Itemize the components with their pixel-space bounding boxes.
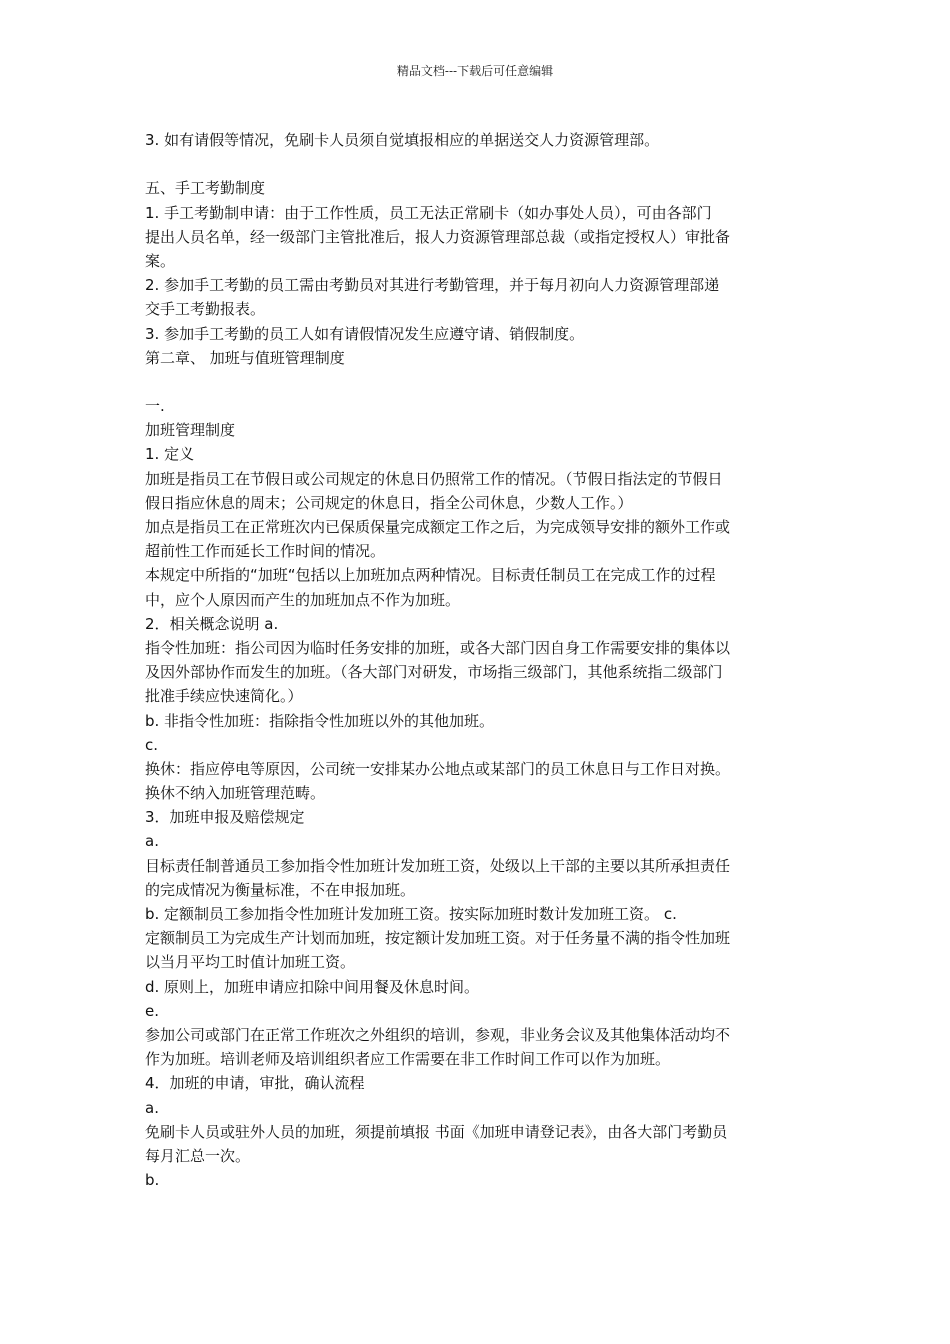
text-line: 案。 <box>145 251 176 270</box>
blank-line <box>145 370 813 394</box>
text-line: 3．加班申报及赔偿规定 <box>145 808 305 827</box>
text-line: 中，应个人原因而产生的加班加点不作为加班。 <box>145 590 461 609</box>
text-line: 2. 参加手工考勤的员工需由考勤员对其进行考勤管理，并于每月初向人力资源管理部递 <box>145 276 720 295</box>
text-line: 超前性工作而延长工作时间的情况。 <box>145 542 386 561</box>
text-line: e. <box>145 1001 159 1020</box>
text-line: 4．加班的申请，审批，确认流程 <box>145 1074 365 1093</box>
text-line: 交手工考勤报表。 <box>145 300 266 319</box>
text-line: 加点是指员工在正常班次内已保质保量完成额定工作之后，为完成领导安排的额外工作或 <box>145 518 731 536</box>
text-line: 及因外部协作而发生的加班。（各大部门对研发，市场指三级部门，其他系统指二级部门 <box>145 663 723 682</box>
text-line: 批准手续应快速简化。） <box>145 687 303 706</box>
text-line: a. <box>145 832 159 851</box>
text-line: 加班是指员工在节假日或公司规定的休息日仍照常工作的情况。（节假日指法定的节假日 <box>145 469 723 488</box>
text-line: 指令性加班：指公司因为临时任务安排的加班，或各大部门因自身工作需要安排的集体以 <box>145 638 731 657</box>
text-line: b. 非指令性加班：指除指令性加班以外的其他加班。 <box>145 711 495 730</box>
text-line: 本规定中所指的“加班“包括以上加班加点两种情况。目标责任制员工在完成工作的过程 <box>145 566 716 585</box>
page-header: 精品文档---下载后可任意编辑 <box>396 64 554 78</box>
text-line: d. 原则上，加班申请应扣除中间用餐及休息时间。 <box>145 977 480 996</box>
text-line: 的完成情况为衡量标准，不在申报加班。 <box>145 880 416 899</box>
text-line: 目标责任制普通员工参加指令性加班计发加班工资，处级以上干部的主要以其所承担责任 <box>145 856 731 875</box>
text-line: 一. <box>145 397 165 416</box>
text-line: 3. 如有请假等情况，免刷卡人员须自觉填报相应的单据送交人力资源管理部。 <box>145 131 660 149</box>
text-line: b. 定额制员工参加指令性加班计发加班工资。按实际加班时数计发加班工资。 c. <box>145 905 677 923</box>
text-line: 换休不纳入加班管理范畴。 <box>145 784 326 803</box>
text-line: 假日指应休息的周末；公司规定的休息日，指全公司休息，少数人工作。） <box>145 493 633 512</box>
text-line: 2．相关概念说明 a. <box>145 614 279 633</box>
text-line: 以当月平均工时值计加班工资。 <box>145 953 356 972</box>
text-line: 定额制员工为完成生产计划而加班，按定额计发加班工资。对于任务量不满的指令性加班 <box>145 929 731 948</box>
text-line: 加班管理制度 <box>145 421 236 440</box>
blank-line <box>145 152 813 176</box>
text-line: 每月汇总一次。 <box>145 1146 251 1165</box>
text-line: 1. 手工考勤制申请：由于工作性质，员工无法正常刷卡（如办事处人员），可由各部门 <box>145 203 712 222</box>
text-line: 换休：指应停电等原因，公司统一安排某办公地点或某部门的员工休息日与工作日对换。 <box>145 759 731 778</box>
text-line: a. <box>145 1098 159 1117</box>
text-line: 3. 参加手工考勤的员工人如有请假情况发生应遵守请、销假制度。 <box>145 324 585 343</box>
text-line: b. <box>145 1171 160 1190</box>
text-line: 参加公司或部门在正常工作班次之外组织的培训，参观，非业务会议及其他集体活动均不 <box>145 1025 731 1044</box>
text-line: 作为加班。培训老师及培训组织者应工作需要在非工作时间工作可以作为加班。 <box>145 1050 671 1069</box>
text-line: 五、手工考勤制度 <box>145 179 266 198</box>
document-body <box>145 128 813 1192</box>
text-line: c. <box>145 735 159 754</box>
text-line: 提出人员名单，经一级部门主管批准后，报人力资源管理部总裁（或指定授权人）审批备 <box>145 227 731 246</box>
text-line: 1. 定义 <box>145 445 195 464</box>
text-line: 免刷卡人员或驻外人员的加班，须提前填报 书面《加班申请登记表》，由各大部门考勤员 <box>145 1122 728 1141</box>
text-line: 第二章、 加班与值班管理制度 <box>145 348 345 367</box>
